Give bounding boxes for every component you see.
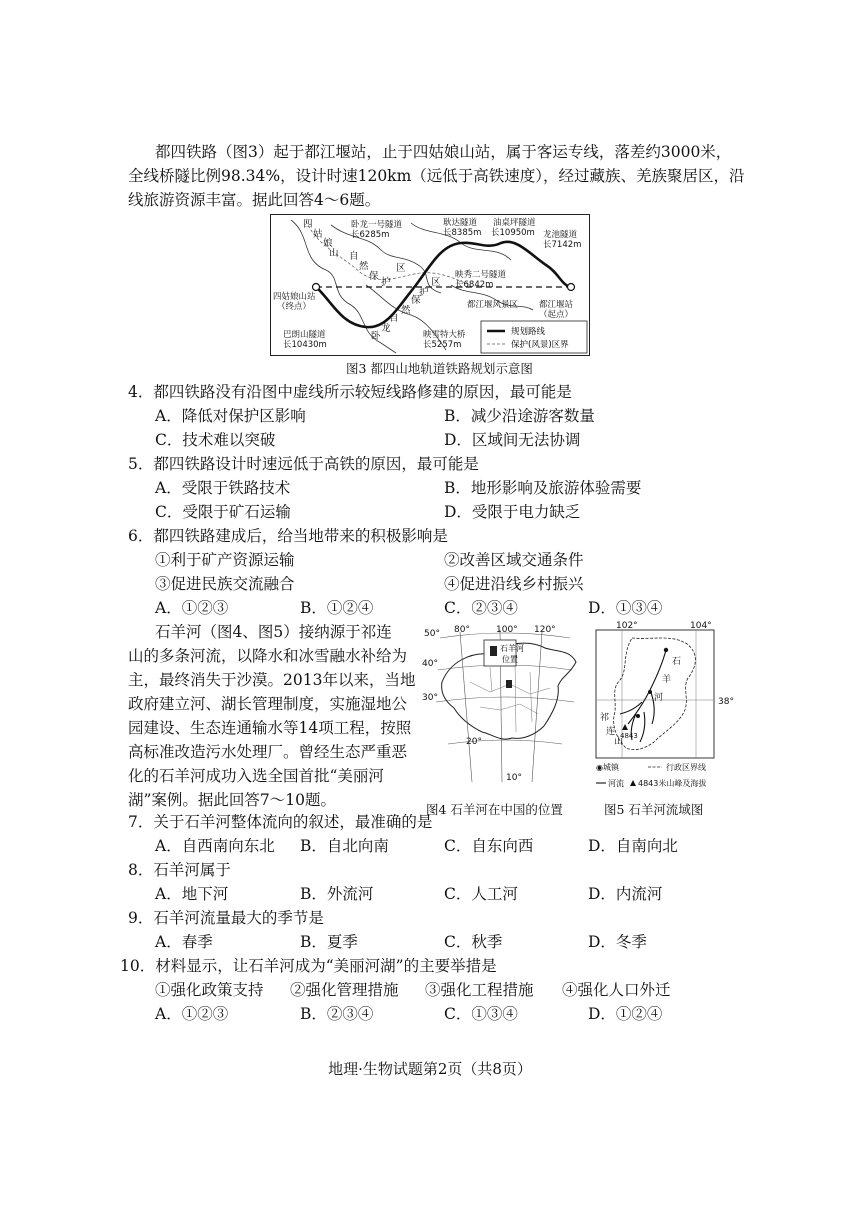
svg-text:区: 区 bbox=[396, 263, 406, 274]
svg-text:50°: 50° bbox=[424, 629, 440, 639]
svg-text:巴朗山隧道: 巴朗山隧道 bbox=[283, 330, 326, 340]
svg-text:姑: 姑 bbox=[313, 229, 323, 240]
q5-stem: 5．都四铁路设计时速远低于高铁的原因，最可能是 bbox=[128, 455, 479, 473]
svg-text:护: 护 bbox=[419, 287, 429, 298]
intro2-line5: 园建设、生态连通输水等14项工程，按照 bbox=[128, 719, 412, 737]
q10-option-c[interactable]: C．①③④ bbox=[444, 1005, 518, 1023]
q7-option-a[interactable]: A．自西南向东北 bbox=[155, 837, 275, 855]
q6-option-a[interactable]: A．①②③ bbox=[155, 599, 229, 617]
q5-option-b[interactable]: B．地形影响及旅游体验需要 bbox=[444, 479, 642, 497]
svg-text:自: 自 bbox=[389, 313, 399, 324]
svg-text:保护(风景)区界: 保护(风景)区界 bbox=[511, 340, 569, 350]
svg-text:龙池隧道: 龙池隧道 bbox=[543, 230, 578, 240]
svg-text:耿达隧道: 耿达隧道 bbox=[443, 218, 478, 228]
svg-text:娘: 娘 bbox=[323, 238, 333, 249]
figure-3-map bbox=[270, 214, 590, 356]
svg-text:10°: 10° bbox=[506, 773, 522, 783]
svg-text:40°: 40° bbox=[422, 659, 438, 669]
svg-text:（终点）: （终点） bbox=[277, 302, 312, 312]
q9-stem: 9．石羊河流量最大的季节是 bbox=[128, 909, 324, 927]
svg-text:38°: 38° bbox=[718, 697, 734, 707]
svg-text:护: 护 bbox=[381, 277, 391, 288]
q4-option-c[interactable]: C．技术难以突破 bbox=[155, 431, 276, 449]
q10-statement-4: ④强化人口外迁 bbox=[562, 981, 671, 999]
svg-text:然: 然 bbox=[359, 261, 369, 272]
svg-text:山: 山 bbox=[329, 248, 339, 259]
q7-option-d[interactable]: D．自南向北 bbox=[588, 837, 678, 855]
figure-4-caption: 图4 石羊河在中国的位置 bbox=[426, 802, 563, 817]
svg-text:规划路线: 规划路线 bbox=[511, 327, 546, 337]
svg-text:保: 保 bbox=[411, 295, 421, 306]
intro1-line2: 全线桥隧比例98.34%，设计时速120km（远低于高铁速度），经过藏族、羌族聚居区，沿 bbox=[128, 167, 745, 185]
q6-option-d[interactable]: D．①③④ bbox=[588, 599, 663, 617]
svg-text:行政区界线: 行政区界线 bbox=[666, 763, 706, 772]
q4-stem: 4．都四铁路没有沿图中虚线所示较短线路修建的原因，最可能是 bbox=[128, 383, 572, 401]
svg-text:石: 石 bbox=[672, 657, 682, 667]
svg-text:河: 河 bbox=[654, 693, 664, 703]
q10-stem: 10．材料显示，让石羊河成为“美丽河湖”的主要举措是 bbox=[120, 957, 497, 975]
svg-text:30°: 30° bbox=[422, 693, 438, 703]
q6-statement-2: ②改善区域交通条件 bbox=[444, 551, 584, 569]
svg-text:（起点）: （起点） bbox=[539, 310, 574, 320]
q8-option-a[interactable]: A．地下河 bbox=[155, 885, 229, 903]
q6-stem: 6．都四铁路建成后，给当地带来的积极影响是 bbox=[128, 527, 448, 545]
page-footer: 地理·生物试题第2页（共8页） bbox=[328, 1060, 532, 1078]
q10-option-a[interactable]: A．①②③ bbox=[155, 1005, 229, 1023]
svg-text:长6285m: 长6285m bbox=[351, 230, 390, 240]
q8-option-d[interactable]: D．内流河 bbox=[588, 885, 663, 903]
svg-text:都江堰风景区: 都江堰风景区 bbox=[467, 300, 519, 310]
intro1-line1: 都四铁路（图3）起于都江堰站，止于四姑娘山站，属于客运专线，落差约3000米， bbox=[155, 143, 732, 161]
q4-option-b[interactable]: B．减少沿途游客数量 bbox=[444, 407, 595, 425]
figure-5-caption: 图5 石羊河流域图 bbox=[604, 802, 704, 817]
svg-text:长6842m: 长6842m bbox=[455, 280, 494, 290]
intro2-line3: 主，最终消失于沙漠。2013年以来，当地 bbox=[128, 671, 416, 689]
q10-option-b[interactable]: B．②③④ bbox=[300, 1005, 374, 1023]
figure-4-map bbox=[420, 622, 590, 792]
svg-text:102°: 102° bbox=[616, 621, 638, 631]
svg-text:龙: 龙 bbox=[381, 323, 391, 334]
q8-option-c[interactable]: C．人工河 bbox=[444, 885, 518, 903]
svg-text:卧龙一号隧道: 卧龙一号隧道 bbox=[351, 220, 403, 230]
svg-text:◉城镇: ◉城镇 bbox=[596, 763, 619, 772]
figure-3-caption: 图3 都四山地轨道铁路规划示意图 bbox=[346, 361, 533, 376]
svg-text:连: 连 bbox=[606, 727, 616, 737]
svg-text:20°: 20° bbox=[466, 737, 482, 747]
q10-option-d[interactable]: D．①②④ bbox=[588, 1005, 663, 1023]
svg-text:石羊河: 石羊河 bbox=[500, 644, 524, 653]
intro2-line8: 湖”案例。据此回答7～10题。 bbox=[128, 791, 337, 809]
q6-statement-4: ④促进沿线乡村振兴 bbox=[444, 575, 584, 593]
intro2-line4: 政府建立河、湖长管理制度，实施湿地公 bbox=[128, 695, 408, 713]
q4-option-d[interactable]: D．区域间无法协调 bbox=[444, 431, 581, 449]
svg-text:自: 自 bbox=[349, 251, 359, 262]
q8-option-b[interactable]: B．外流河 bbox=[300, 885, 374, 903]
svg-text:祁: 祁 bbox=[600, 713, 610, 723]
intro2-line1: 石羊河（图4、图5）接纳源于祁连 bbox=[155, 623, 392, 641]
q7-option-c[interactable]: C．自东向西 bbox=[444, 837, 534, 855]
svg-text:80°: 80° bbox=[454, 625, 470, 635]
q10-statement-1: ①强化政策支持 bbox=[155, 981, 264, 999]
q6-option-b[interactable]: B．①②④ bbox=[300, 599, 374, 617]
svg-text:映雪特大桥: 映雪特大桥 bbox=[423, 330, 466, 340]
svg-text:4843米山峰及海拔: 4843米山峰及海拔 bbox=[638, 779, 707, 788]
svg-text:四: 四 bbox=[303, 219, 313, 230]
q5-option-c[interactable]: C．受限于矿石运输 bbox=[155, 503, 291, 521]
svg-text:然: 然 bbox=[401, 305, 411, 316]
svg-text:4843: 4843 bbox=[620, 732, 638, 740]
svg-text:都江堰站: 都江堰站 bbox=[539, 300, 574, 310]
svg-text:山: 山 bbox=[614, 737, 624, 747]
q10-statement-2: ②强化管理措施 bbox=[290, 981, 399, 999]
q9-option-d[interactable]: D．冬季 bbox=[588, 933, 647, 951]
figure-5-map bbox=[592, 620, 742, 794]
svg-text:位置: 位置 bbox=[502, 655, 518, 664]
q7-stem: 7．关于石羊河整体流向的叙述，最准确的是 bbox=[128, 813, 433, 831]
svg-text:120°: 120° bbox=[534, 625, 556, 635]
q9-option-c[interactable]: C．秋季 bbox=[444, 933, 503, 951]
svg-text:长10430m: 长10430m bbox=[283, 340, 327, 350]
svg-text:长10950m: 长10950m bbox=[491, 228, 535, 238]
svg-text:油桌坪隧道: 油桌坪隧道 bbox=[493, 218, 536, 228]
fig5-legend bbox=[596, 762, 706, 788]
svg-text:保: 保 bbox=[369, 271, 379, 282]
intro2-line2: 山的多条河流，以降水和冰雪融水补给为 bbox=[128, 647, 408, 665]
svg-text:长7142m: 长7142m bbox=[543, 240, 582, 250]
svg-text:100°: 100° bbox=[496, 625, 518, 635]
q6-option-c[interactable]: C．②③④ bbox=[444, 599, 518, 617]
svg-text:104°: 104° bbox=[690, 621, 712, 631]
svg-text:长5257m: 长5257m bbox=[423, 340, 462, 350]
q9-option-a[interactable]: A．春季 bbox=[155, 933, 213, 951]
fig3-legend bbox=[481, 321, 587, 353]
q9-option-b[interactable]: B．夏季 bbox=[300, 933, 358, 951]
intro2-line6: 高标准改造污水处理厂。曾经生态严重恶 bbox=[128, 743, 408, 761]
q6-statement-1: ①利于矿产资源运输 bbox=[155, 551, 295, 569]
intro2-line7: 化的石羊河成功入选全国首批“美丽河 bbox=[128, 767, 384, 785]
svg-text:区: 区 bbox=[431, 277, 441, 288]
svg-text:河流: 河流 bbox=[608, 779, 624, 788]
svg-text:卧: 卧 bbox=[371, 331, 381, 342]
q10-statement-3: ③强化工程措施 bbox=[425, 981, 534, 999]
q4-option-a[interactable]: A．降低对保护区影响 bbox=[155, 407, 306, 425]
q8-stem: 8．石羊河属于 bbox=[128, 861, 231, 879]
svg-text:长8385m: 长8385m bbox=[443, 228, 482, 238]
q7-option-b[interactable]: B．自北向南 bbox=[300, 837, 389, 855]
svg-text:四姑娘山站: 四姑娘山站 bbox=[273, 292, 316, 302]
svg-text:羊: 羊 bbox=[662, 675, 672, 685]
q5-option-a[interactable]: A．受限于铁路技术 bbox=[155, 479, 291, 497]
intro1-line3: 线旅游资源丰富。据此回答4～6题。 bbox=[128, 191, 381, 209]
q5-option-d[interactable]: D．受限于电力缺乏 bbox=[444, 503, 581, 521]
svg-text:映秀二号隧道: 映秀二号隧道 bbox=[455, 270, 507, 280]
q6-statement-3: ③促进民族交流融合 bbox=[155, 575, 295, 593]
